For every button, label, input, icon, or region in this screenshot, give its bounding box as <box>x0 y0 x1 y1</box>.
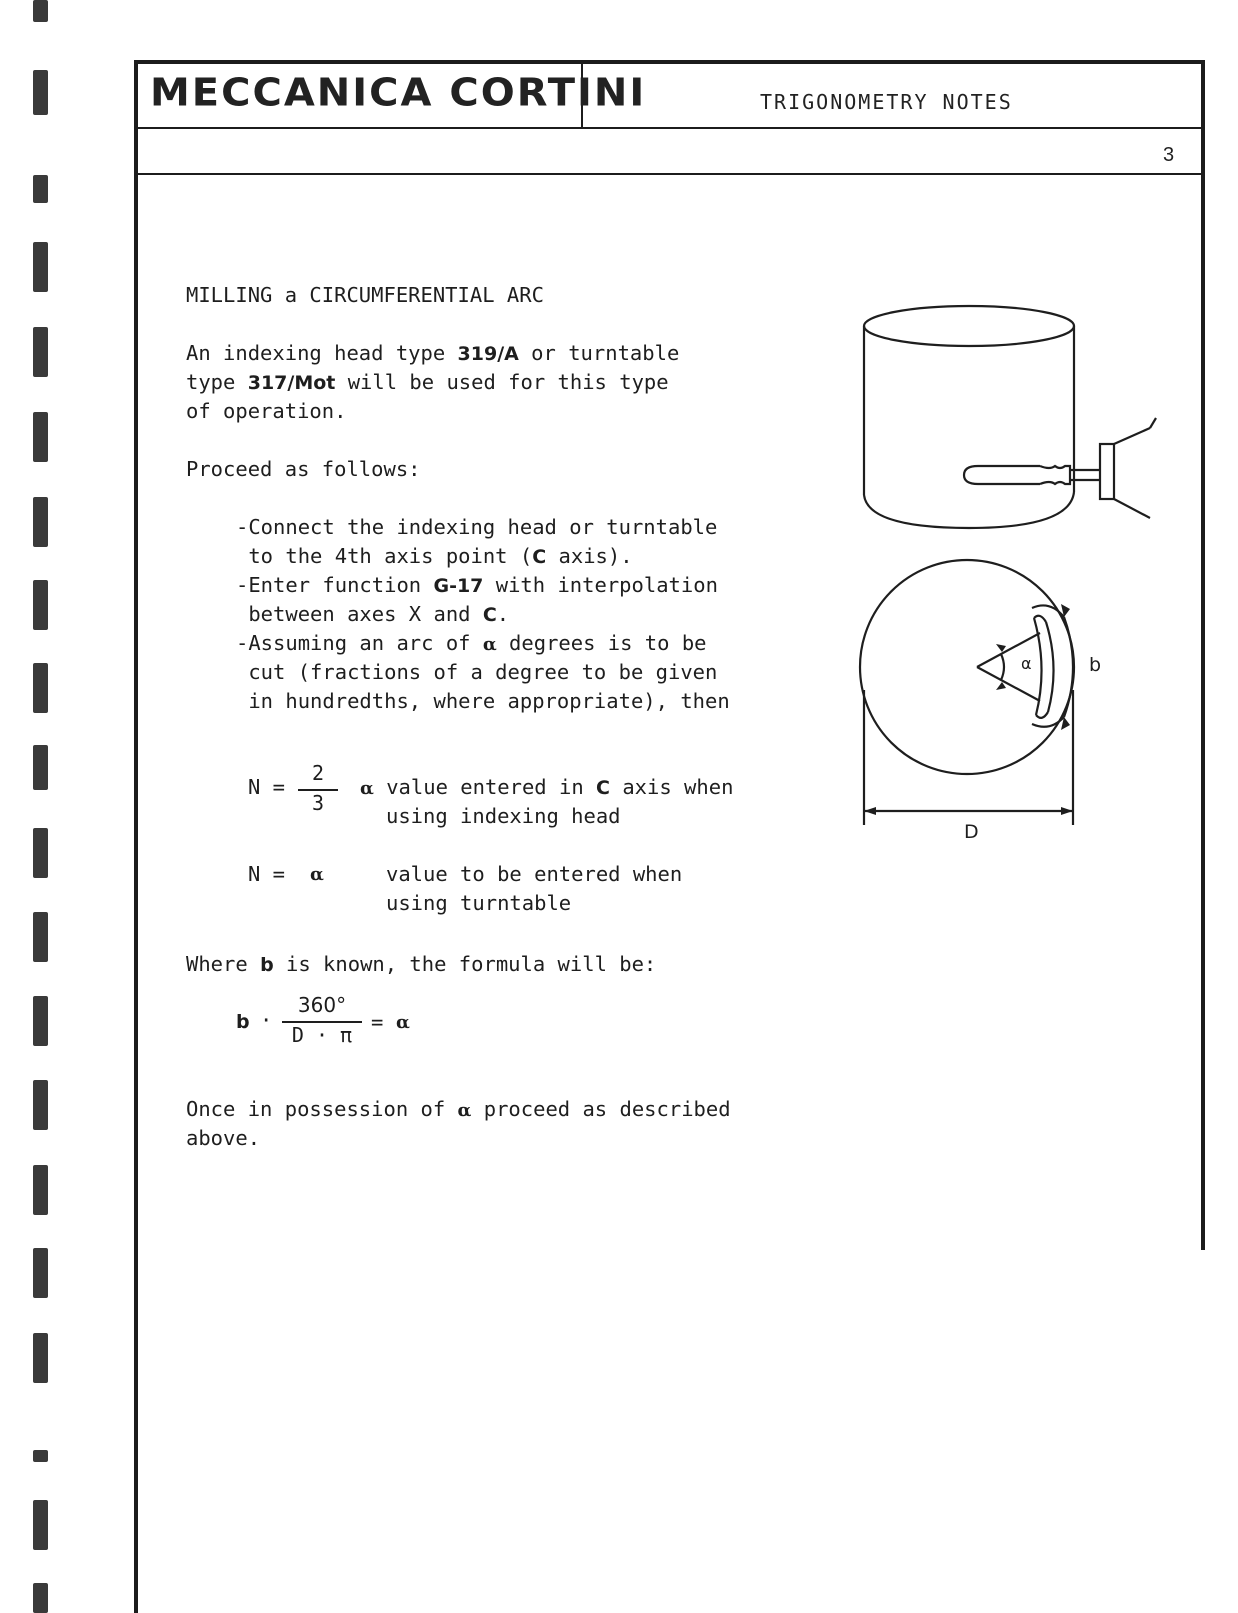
fraction-numerator: 2 <box>311 761 325 785</box>
frame-left-border <box>134 60 138 1613</box>
step-line: -Connect the indexing head or turntable <box>236 515 718 539</box>
step-line: in hundredths, where appropriate), then <box>236 689 730 713</box>
formula-description: using turntable <box>386 891 572 915</box>
binding-hole <box>33 327 48 377</box>
binding-hole <box>33 828 48 878</box>
binding-hole <box>33 1450 48 1462</box>
formula-description: value to be entered when <box>386 862 683 886</box>
binding-holes <box>0 0 80 1613</box>
frame-right-border <box>1201 60 1205 1250</box>
frame-top-border <box>134 60 1205 64</box>
binding-hole <box>33 1500 48 1550</box>
intro-line: An indexing head type 319/A or turntable <box>186 341 680 365</box>
step-line: to the 4th axis point (C axis). <box>236 544 633 568</box>
binding-hole <box>33 1248 48 1298</box>
fraction-numerator: 360° <box>297 993 347 1017</box>
binding-hole <box>33 912 48 962</box>
document-title: TRIGONOMETRY NOTES <box>760 90 1013 114</box>
binding-hole <box>33 412 48 462</box>
binding-hole <box>33 663 48 713</box>
d-label: D <box>964 821 979 843</box>
binding-hole <box>33 497 48 547</box>
step-line: -Enter function G-17 with interpolation <box>236 573 718 597</box>
alpha-symbol: α <box>396 1012 410 1033</box>
cylinder-top-ellipse <box>864 306 1074 346</box>
step-line: between axes X and C. <box>236 602 510 626</box>
binding-hole <box>33 175 48 203</box>
formula-b: b <box>236 1011 250 1033</box>
binding-hole <box>33 745 48 790</box>
formula-lhs: N = <box>248 775 286 799</box>
intro-line: type 317/Mot will be used for this type <box>186 370 669 394</box>
formula-equals: = <box>371 1010 384 1034</box>
fraction-denominator: D · π <box>291 1023 353 1047</box>
binding-hole <box>33 996 48 1046</box>
binding-hole <box>33 1583 48 1613</box>
binding-hole <box>33 1080 48 1130</box>
formula-dot: · <box>260 1008 273 1032</box>
closing-line: above. <box>186 1126 261 1150</box>
binding-hole <box>33 242 48 292</box>
formula-line: α value entered in C axis when <box>360 775 734 799</box>
formula-lhs: N = <box>248 862 286 886</box>
binding-hole <box>33 1333 48 1383</box>
fraction-denominator: 3 <box>311 791 325 815</box>
intro-line: of operation. <box>186 399 347 423</box>
page-number: 3 <box>1163 144 1175 166</box>
binding-hole <box>33 1165 48 1215</box>
b-label: b <box>1089 654 1102 676</box>
step-line: -Assuming an arc of α degrees is to be <box>236 631 707 655</box>
header-divider <box>136 173 1203 175</box>
closing-line: Once in possession of α proceed as described <box>186 1097 731 1121</box>
section-heading: MILLING a CIRCUMFERENTIAL ARC <box>186 283 544 307</box>
step-line: cut (fractions of a degree to be given <box>236 660 718 684</box>
header-divider <box>136 127 1203 129</box>
binding-hole <box>33 0 48 22</box>
cylinder-cutter-diagram <box>860 300 1180 540</box>
binding-hole <box>33 580 48 630</box>
company-logo <box>150 68 647 126</box>
logo-text: MECCANICA CORTINI <box>150 71 647 115</box>
where-b-text: Where b is known, the formula will be: <box>186 952 657 976</box>
binding-hole <box>33 70 48 115</box>
proceed-text: Proceed as follows: <box>186 457 421 481</box>
alpha-label: α <box>1021 654 1032 673</box>
circle-top-view-diagram <box>860 560 1200 840</box>
formula-description: using indexing head <box>386 804 621 828</box>
alpha-symbol: α <box>310 864 324 885</box>
